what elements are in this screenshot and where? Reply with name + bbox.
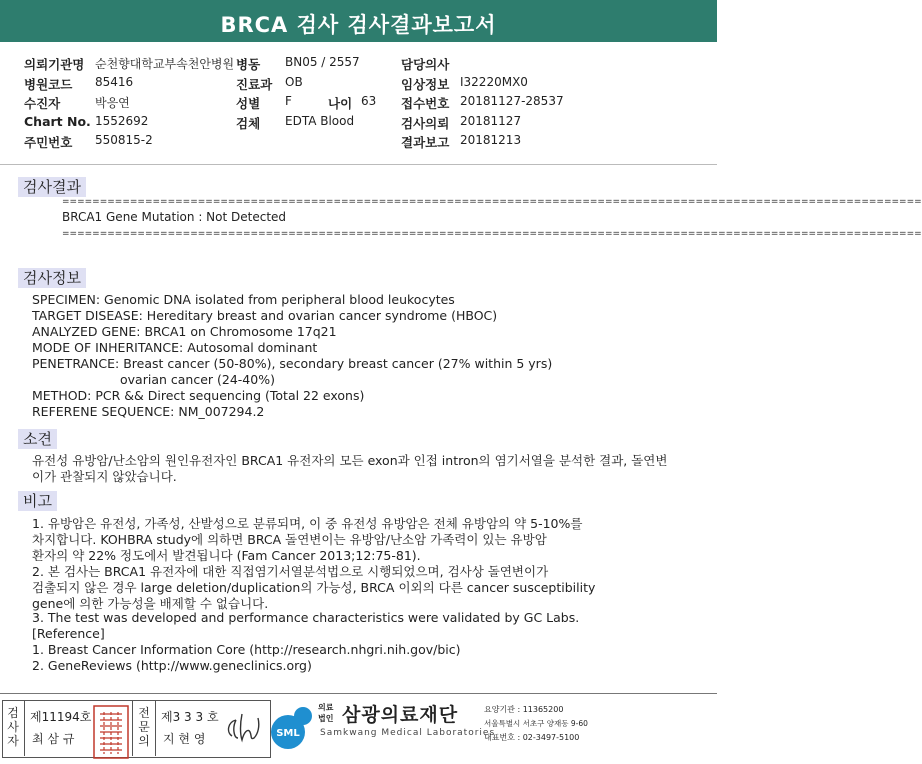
signature-image [222,708,264,748]
title-bar [0,0,717,42]
code-label: 병원코드 [24,77,73,92]
results-heading: 검사결과 [18,177,86,197]
results-rule-top: ================================================================================================================== [62,197,922,207]
examiner-label: 검사자 [7,706,19,748]
remarks-line: 환자의 약 22% 정도에서 발견됩니다 (Fam Cancer 2013;12:75-81). [32,548,421,563]
report-date-value: 20181213 [460,133,522,147]
specimen-label: 검체 [236,116,261,131]
reception-label: 접수번호 [401,96,450,111]
org-name: 삼광의료재단 [342,704,459,726]
clinical-value: I32220MX0 [460,75,528,89]
opinion-heading: 소견 [18,429,57,449]
info-line: SPECIMEN: Genomic DNA isolated from peripheral blood leukocytes [32,292,455,307]
hospital-label: 의뢰기관명 [24,57,85,72]
examiner-license: 제11194호 [30,710,92,724]
request-label: 검사의뢰 [401,116,450,131]
remarks-line: 1. Breast Cancer Information Core (http://research.nhgri.nih.gov/bic) [32,642,461,657]
examiner-stamp [92,704,130,760]
patient-label: 수진자 [24,96,61,111]
sml-logo-icon [270,702,318,756]
examiner-name: 최 삼 규 [32,732,75,746]
dept-value: OB [285,75,303,89]
chart-label: Chart No. [24,114,91,129]
remarks-line: 차지합니다. KOHBRA study에 의하면 BRCA 돌연변이는 유방암/난소암 가족력이 있는 유방암 [32,532,547,547]
dept-label: 진료과 [236,77,273,92]
org-info-phone: 대표번호 : 02-3497-5100 [484,733,580,742]
specialist-license: 제3 3 3 호 [161,710,219,724]
svg-text:SML: SML [276,728,300,739]
remarks-line: 2. GeneReviews (http://www.geneclinics.org) [32,658,312,673]
info-line: REFERENE SEQUENCE: NM_007294.2 [32,404,265,419]
info-heading: 검사정보 [18,268,86,288]
age-value: 63 [361,94,377,108]
patient-header [0,42,717,165]
hospital-value: 순천향대학교부속천안병원 [95,57,235,71]
sex-label: 성별 [236,96,261,111]
results-rule-bottom: ================================================================================================================== [62,229,922,239]
doctor-label: 담당의사 [401,57,450,72]
patient-value: 박응연 [95,96,130,110]
org-info-address: 서울특별시 서초구 양재동 9-60 [484,719,588,728]
remarks-line: 1. 유방암은 유전성, 가족성, 산발성으로 분류되며, 이 중 유전성 유방암은 전체 유방암의 약 5-10%를 [32,516,583,531]
sex-value: F [285,94,292,108]
remarks-line: 2. 본 검사는 BRCA1 유전자에 대한 직접염기서열분석법으로 시행되었으며, 검사상 돌연변이가 [32,564,549,579]
report-date-label: 결과보고 [401,135,450,150]
clinical-label: 임상정보 [401,77,450,92]
remarks-line: 3. The test was developed and performance characteristics were validated by GC Labs. [32,610,580,625]
chart-value: 1552692 [95,114,149,128]
info-line: ovarian cancer (24-40%) [120,372,275,387]
org-info-code: 요양기관 : 11365200 [484,705,564,714]
specialist-label: 전문의 [138,706,150,748]
results-text: BRCA1 Gene Mutation : Not Detected [62,210,287,224]
specimen-value: EDTA Blood [285,114,355,128]
remarks-line: 검출되지 않은 경우 large deletion/duplication의 가능성, BRCA 이외의 다른 cancer susceptibility [32,580,596,595]
code-value: 85416 [95,75,134,89]
info-line: MODE OF INHERITANCE: Autosomal dominant [32,340,318,355]
info-line: ANALYZED GENE: BRCA1 on Chromosome 17q21 [32,324,337,339]
specialist-name: 지 현 영 [163,732,206,746]
age-label: 나이 [328,96,353,111]
opinion-line: 이가 관찰되지 않았습니다. [32,469,177,484]
report-title: BRCA 검사 검사결과보고서 [220,13,497,37]
request-value: 20181127 [460,114,522,128]
remarks-line: gene에 의한 가능성을 배제할 수 없습니다. [32,596,269,611]
org-english-name: Samkwang Medical Laboratories [320,728,496,738]
info-line: METHOD: PCR && Direct sequencing (Total 22 exons) [32,388,365,403]
ward-label: 병동 [236,57,261,72]
remarks-heading: 비고 [18,491,57,511]
info-line: TARGET DISEASE: Hereditary breast and ovarian cancer syndrome (HBOC) [32,308,498,323]
id-value: 550815-2 [95,133,153,147]
reception-value: 20181127-28537 [460,94,564,108]
org-kind: 의료 법인 [318,703,334,723]
id-label: 주민번호 [24,135,73,150]
remarks-line: [Reference] [32,626,105,641]
opinion-line: 유전성 유방암/난소암의 원인유전자인 BRCA1 유전자의 모든 exon과 인접 intron의 염기서열을 분석한 결과, 돌연변 [32,453,668,468]
ward-value: BN05 / 2557 [285,55,360,69]
signature-footer [0,693,717,764]
info-line: PENETRANCE: Breast cancer (50-80%), secondary breast cancer (27% within 5 yrs) [32,356,553,371]
